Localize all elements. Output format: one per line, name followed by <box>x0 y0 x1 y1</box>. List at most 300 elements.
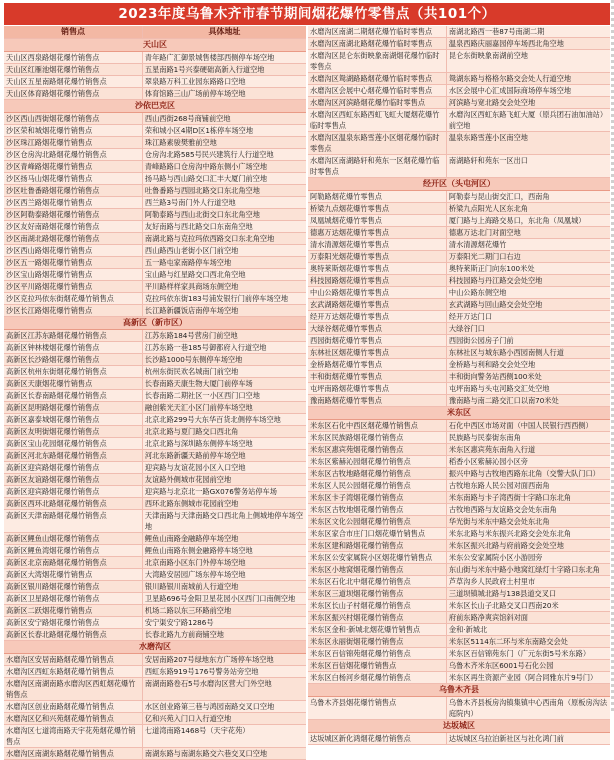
district-section-title: 乌鲁木齐县 <box>308 684 610 697</box>
table-row <box>4 593 306 605</box>
sales-point-name: 沙区西兰路烟花爆竹销售点 <box>4 197 143 208</box>
table-row <box>308 612 610 624</box>
sales-point-address: 长江路新疆饭店南停车场空地 <box>144 306 239 315</box>
table-row <box>308 26 610 38</box>
sales-point-name: 玄武湖路烟花爆竹零售点 <box>308 299 447 310</box>
table-row <box>308 239 610 251</box>
sales-point-address: 鲤鱼山南路东侧金融路停车场空地 <box>144 546 253 555</box>
sales-point-address: 南湖路轩和苑东一区出口 <box>448 156 528 165</box>
sales-point-name: 水磨沟区温泉东路雪莲小区烟花爆竹临时零售点 <box>308 132 447 154</box>
table-row <box>308 275 610 287</box>
sales-point-name: 高新区宝山花园烟花爆竹销售点 <box>4 438 143 449</box>
sales-point-address: 达坂城区乌拉泊新社区与社化鸿门前 <box>448 734 564 743</box>
sales-point-name: 经开万达烟花爆竹零售点 <box>308 311 447 322</box>
district-section-title: 沙依巴克区 <box>4 100 306 113</box>
sales-point-address: 经开万达门口 <box>448 312 493 321</box>
table-row <box>308 468 610 480</box>
sales-point-name: 水磨沟区西虹东路烟花爆竹销售点 <box>4 666 143 677</box>
sales-point-name: 米东区古牧地烟花爆竹销售点 <box>308 504 447 515</box>
table-row <box>308 38 610 50</box>
table-row <box>308 540 610 552</box>
right-table <box>308 26 610 760</box>
sales-point-name: 天山区体育路烟花爆竹销售点 <box>4 88 143 99</box>
sales-point-name: 高新区昆明路烟花爆竹销售点 <box>4 402 143 413</box>
sales-point-address: 北京北路与深圳路东侧停车场空地 <box>144 439 253 448</box>
sales-point-address: 北京北路299号大东华百货北侧停车场空地 <box>144 415 281 424</box>
sales-point-address: 芦草沟乡人民政府土村里市 <box>448 577 536 586</box>
table-row <box>308 733 610 745</box>
table-row <box>4 378 306 390</box>
sales-point-address: 鸳湖东路与格格尔路交会处人行道空地 <box>448 74 572 83</box>
sales-point-address: 河北东路新疆天路前停车场空地 <box>144 451 246 460</box>
sales-point-address: 天津南路与天津南路交口西北角上侧城地停车场空地 <box>144 511 304 531</box>
district-section-title: 水磨沟区 <box>4 641 306 654</box>
sales-point-address: 五星南路1号兴泰硬础高新入行道空地 <box>144 65 265 74</box>
sales-point-address: 大绿谷门口 <box>448 324 485 333</box>
sales-point-address: 乌鲁木齐县板房沟镇集镇中心西南角（原板房沟法庭院内） <box>448 698 608 718</box>
sales-point-address: 米东区长山子北路交叉口西南20米 <box>448 601 559 610</box>
table-row <box>4 64 306 76</box>
sales-point-address: 古牧地西路与友谊路交会处东南角 <box>448 505 557 514</box>
sales-point-name: 水磨沟区南湖东路烟花爆竹销售点 <box>4 748 143 759</box>
sales-point-address: 米东南路与卡子湾西街十字路口东北角 <box>448 493 572 502</box>
table-row <box>308 109 610 132</box>
table-row <box>308 636 610 648</box>
sales-point-address: 银川路银川南城前人行道空地 <box>144 582 239 591</box>
sales-point-name: 高新区北京南路烟花爆竹销售点 <box>4 557 143 568</box>
table-row <box>4 678 306 701</box>
sales-point-name: 大绿谷烟花爆竹零售点 <box>308 323 447 334</box>
sales-point-name: 沙区西山西街烟花爆竹销售点 <box>4 113 143 124</box>
table-row <box>308 85 610 97</box>
sales-point-name: 高新区二跃烟花爆竹销售点 <box>4 605 143 616</box>
sales-point-name: 水磨沟区昆仑东街映象南湖烟花爆竹临时零售点 <box>308 50 447 72</box>
sales-point-address: 清水清源烟花爆竹 <box>448 240 507 249</box>
sales-point-address: 安居南路207号绿地东方广场停车场空地 <box>144 655 274 664</box>
sales-point-address: 卫星路696号金阳卫星花园小区西门口南侧空地 <box>144 594 296 603</box>
sales-point-address: 北京南路小区东门外停车场空地 <box>144 558 246 567</box>
table-row <box>4 269 306 281</box>
header-address: 具体地址 <box>208 27 241 36</box>
table-row <box>308 311 610 323</box>
sales-point-address: 米东北路与米东振兴北路交会处东北角 <box>448 529 572 538</box>
sales-point-address: 金和·新城北 <box>448 625 488 634</box>
table-row <box>308 73 610 85</box>
sales-point-address: 融创紫光天汇小区门前停车场空地 <box>144 403 253 412</box>
sales-point-address: 长春南路天康生物大厦门前停车场 <box>144 379 253 388</box>
table-row <box>4 545 306 557</box>
table-row <box>308 697 610 720</box>
sales-point-name: 沙区长江路烟花爆竹销售点 <box>4 305 143 316</box>
district-section-title: 天山区 <box>4 39 306 52</box>
sales-point-address: 翠泉路万科工业园东路路口空地 <box>144 77 246 86</box>
district-section-title: 经开区（头屯河区） <box>308 178 610 191</box>
table-row <box>308 648 610 660</box>
table-row <box>4 654 306 666</box>
sales-point-name: 米东区卡子湾烟花爆竹销售点 <box>308 492 447 503</box>
sales-point-name: 米东区人民公园烟花爆竹销售点 <box>308 480 447 491</box>
sales-point-name: 水磨沟区七道湾南路天宇花苑烟花爆竹销售点 <box>4 725 143 747</box>
sales-point-name: 沙区青峰路烟花爆竹销售点 <box>4 161 143 172</box>
sales-point-name: 高新区迎宾路烟花爆竹销售点 <box>4 486 143 497</box>
sales-point-address: 西环北路东侧城市花园前空地 <box>144 499 239 508</box>
table-row <box>4 725 306 748</box>
sales-point-address: 河滨路与宽北路交会处空地 <box>448 98 536 107</box>
sales-point-name: 沙区平川路烟花爆竹销售点 <box>4 281 143 292</box>
sales-point-address: 荣和城小区4期D区1栋停车场空地 <box>144 126 254 135</box>
table-row <box>308 132 610 155</box>
sales-point-address: 西山路西山老街小区门前空地 <box>144 246 239 255</box>
table-row <box>4 342 306 354</box>
sales-point-address: 宝山路与红星路交口西北角空地 <box>144 270 246 279</box>
table-row <box>4 510 306 533</box>
sales-point-address: 石化中西区市场对面（中国人民银行西西侧） <box>448 421 593 430</box>
table-row <box>308 191 610 203</box>
table-row <box>308 492 610 504</box>
sales-point-address: 长春南路二期社区一小区西门口空地 <box>144 391 260 400</box>
table-row <box>308 528 610 540</box>
sales-point-name: 米东区百信锦苑烟花爆竹销售点 <box>308 648 447 659</box>
sales-point-name: 科技园路烟花爆竹零售点 <box>308 275 447 286</box>
table-row <box>4 450 306 462</box>
sales-point-address: 西虹东路919号176号警务站旁空地 <box>144 667 259 676</box>
table-row <box>308 456 610 468</box>
sales-point-address: 扬马路与西山路交口汇丰大厦门前空地 <box>144 174 268 183</box>
table-row <box>4 557 306 569</box>
table-row <box>308 251 610 263</box>
table-row <box>308 588 610 600</box>
sales-point-address: 长沙路1000号东侧停车场空地 <box>144 355 243 364</box>
sales-point-address: 桥梁九点阳光人区东北角 <box>448 204 528 213</box>
sales-point-address: 安宁渠安宁路1286号 <box>144 618 214 627</box>
sales-point-name: 高新区钟林楼烟花爆竹销售点 <box>4 342 143 353</box>
sales-point-address: 五一路屯家南路停车场空地 <box>144 258 232 267</box>
sales-point-name: 米东区石化北中烟花爆竹销售点 <box>308 576 447 587</box>
sales-point-address: 阿勒泰与昆山街交汇口，西南角 <box>448 192 550 201</box>
sales-point-name: 高新区西环北路烟花爆竹销售点 <box>4 498 143 509</box>
sales-point-address: 丰和街向警务站西侧100米处 <box>448 372 542 381</box>
table-row <box>308 504 610 516</box>
table-row <box>4 462 306 474</box>
sales-point-name: 米东区白杨河乡烟花爆竹销售点 <box>308 672 447 683</box>
sales-point-address: 科技园路与丹江路交会处空地 <box>448 276 543 285</box>
table-row <box>4 125 306 137</box>
table-row <box>4 474 306 486</box>
sales-point-address: 古牧地东路人民公园对面西南角 <box>448 481 550 490</box>
sales-point-name: 米东区家合市庄门口烟花爆竹销售点 <box>308 528 447 539</box>
table-row <box>4 617 306 629</box>
sales-point-name: 高新区友明街烟花爆竹销售点 <box>4 426 143 437</box>
sales-point-address: 江苏东路184号营房门前空地 <box>144 331 238 340</box>
table-row <box>4 197 306 209</box>
table-row <box>4 581 306 593</box>
sales-point-address: 振兴中路与古牧地西路东北角（交警大队门口） <box>448 469 600 478</box>
table-row <box>4 173 306 185</box>
sales-point-name: 天山区五星南路烟花爆竹销售点 <box>4 76 143 87</box>
table-row <box>4 76 306 88</box>
sales-point-name: 阿勒路烟花爆竹零售点 <box>308 191 447 202</box>
table-header-row <box>4 26 306 39</box>
sales-point-address: 德惠万达北门对面空地 <box>448 228 521 237</box>
sales-point-address: 南湖南路卷石5号水磨沟区营大门外空地 <box>144 679 272 688</box>
sales-point-address: 稻香小区紫赫沁园小区旁 <box>448 457 528 466</box>
sales-point-name: 高新区杭州东街烟花爆竹销售点 <box>4 366 143 377</box>
table-row <box>4 498 306 510</box>
table-row <box>4 713 306 725</box>
sales-point-name: 高新区大湾烟花爆竹销售点 <box>4 569 143 580</box>
sales-point-name: 米东区紫赫沁园烟花爆竹销售点 <box>308 456 447 467</box>
sales-point-address: 友好南路与西北路交口东南角空地 <box>144 222 253 231</box>
table-row <box>308 371 610 383</box>
sales-point-address: 府前东路净爽宾馆斜对面 <box>448 613 528 622</box>
sales-point-name: 德惠万达烟花爆竹零售点 <box>308 227 447 238</box>
sales-point-address: 机场二路以东三环路前空地 <box>144 606 232 615</box>
sales-point-name: 水磨沟区鸳湖路路烟花爆竹临时零售点 <box>308 73 447 84</box>
sales-point-address: 体育馆路三山广场前停车场空地 <box>144 89 246 98</box>
sales-point-name: 清水清源烟花爆竹零售点 <box>308 239 447 250</box>
table-row <box>4 233 306 245</box>
table-row <box>308 347 610 359</box>
sales-point-address: 昆仑东街映象南湖前空地 <box>448 51 528 60</box>
table-row <box>308 383 610 395</box>
sales-point-name: 高新区长春南路烟花爆竹销售点 <box>4 390 143 401</box>
table-row <box>308 624 610 636</box>
sales-point-name: 达坂城区新化鸿烟花爆竹销售点 <box>308 733 447 744</box>
sales-point-address: 水区创业路第三巷与鸿园南路交叉口空地 <box>144 702 275 711</box>
sales-point-name: 米东区石化中西区烟花爆竹销售点 <box>308 420 447 431</box>
sales-point-address: 珠江路素骏樊雅前空地 <box>144 138 217 147</box>
sales-point-name: 沙区宝山路烟花爆竹销售点 <box>4 269 143 280</box>
table-row <box>308 552 610 564</box>
sales-point-name: 沙区珠江路烟花爆竹销售点 <box>4 137 143 148</box>
table-row <box>4 257 306 269</box>
sales-point-name: 中山公路烟花爆竹零售点 <box>308 287 447 298</box>
sales-point-name: 天山区西泉路烟花爆竹销售点 <box>4 52 143 63</box>
sales-point-name: 沙区克拉玛依东街烟花爆竹销售点 <box>4 293 143 304</box>
sales-point-name: 水磨沟区会展中心烟花爆竹临时零售点 <box>308 85 447 96</box>
sales-point-name: 万泰阳光烟花爆竹零售点 <box>308 251 447 262</box>
sales-point-name: 米东区公安家属院小区烟花爆竹销售点 <box>308 552 447 563</box>
sales-point-address: 西山西街268号商铺前空地 <box>144 114 231 123</box>
sales-point-name: 水磨沟区南湖北路烟花爆竹临时零售点 <box>308 38 447 49</box>
sales-point-name: 米东区百信烟花爆竹销售点 <box>308 660 447 671</box>
sales-point-address: 东林社区与城东路小西园南侧人行道 <box>448 348 564 357</box>
table-row <box>308 444 610 456</box>
sales-point-address: 屯坪南路与头屯河路交汇处空地 <box>448 384 550 393</box>
table-row <box>308 323 610 335</box>
sales-point-address: 南湖北路与克拉玛依西路交口东北角空地 <box>144 234 275 243</box>
table-row <box>308 420 610 432</box>
sales-point-name: 屯坪南路烟花爆竹零售点 <box>308 383 447 394</box>
sales-point-address: 乌鲁木齐米东区6001号石化公园 <box>448 661 554 670</box>
sales-point-address: 米东公安家属院小区小游园旁 <box>448 553 543 562</box>
table-row <box>308 672 610 684</box>
sales-point-name: 高新区河北东路烟花爆竹销售点 <box>4 450 143 461</box>
table-row <box>4 390 306 402</box>
sales-point-name: 西园街烟花爆竹零售点 <box>308 335 447 346</box>
sales-point-name: 高新区天津南路烟花爆竹销售点 <box>4 510 143 532</box>
table-columns <box>4 26 610 760</box>
sales-point-address: 东山街与米东中路小地窝红绿灯十字路口东北角 <box>448 565 600 574</box>
sales-point-address: 米东区再生资源产业园（阿合同雅东片9号门） <box>448 673 598 682</box>
sales-point-name: 沙区五一路烟花爆竹销售点 <box>4 257 143 268</box>
table-row <box>4 281 306 293</box>
sales-point-name: 高新区嘉泰城烟花爆竹销售点 <box>4 414 143 425</box>
table-row <box>4 293 306 305</box>
page-title: 2023年度乌鲁木齐市春节期间烟花爆竹零售点（共101个） <box>4 3 610 25</box>
table-row <box>308 359 610 371</box>
sales-point-name: 沙区仓房沟北路烟花爆竹销售点 <box>4 149 143 160</box>
table-row <box>4 330 306 342</box>
sales-point-name: 沙区友好南路烟花爆竹销售点 <box>4 221 143 232</box>
sales-point-address: 大湾路安居园广场东停车场空地 <box>144 570 246 579</box>
sales-point-name: 水磨沟区创业南路烟花爆竹销售点 <box>4 701 143 712</box>
header-point: 销售点 <box>4 26 143 38</box>
sales-point-address: 奥特莱斯正门向东100米处 <box>448 264 535 273</box>
sales-point-name: 高新区江苏东路烟花爆竹销售点 <box>4 330 143 341</box>
sales-point-name: 水磨沟区南湖二期烟花爆竹临时零售点 <box>308 26 447 37</box>
left-table <box>4 26 306 760</box>
sales-point-name: 米东区文化公园烟花爆竹销售点 <box>308 516 447 527</box>
sales-point-name: 高新区鲤鱼山烟花爆竹销售点 <box>4 533 143 544</box>
sales-point-name: 高新区天康烟花爆竹销售点 <box>4 378 143 389</box>
sales-point-address: 厦门路与上海路交易口，东北角（凤凰城） <box>448 216 586 225</box>
table-row <box>4 569 306 581</box>
sales-point-address: 华光街与米东中路交会处东北角 <box>448 517 550 526</box>
sales-point-name: 水磨沟区西虹东路西虹飞虹大厦烟花爆竹临时零售点 <box>308 109 447 131</box>
sales-point-address: 青年路广汇御景城售楼部西侧停车场空地 <box>144 53 275 62</box>
sales-point-address: 温泉东路雪莲小区南空地 <box>448 133 528 142</box>
sales-point-name: 金桥路烟花爆竹零售点 <box>308 359 447 370</box>
table-row <box>4 414 306 426</box>
table-row <box>308 299 610 311</box>
sales-point-name: 高新区友谊路烟花爆竹销售点 <box>4 474 143 485</box>
table-row <box>4 52 306 64</box>
sales-point-address: 三道坝镇城北路与138县道交叉口 <box>448 589 557 598</box>
sales-point-address: 金桥路与利和路交会处空地 <box>448 360 536 369</box>
table-row <box>4 185 306 197</box>
table-row <box>4 221 306 233</box>
table-row <box>4 701 306 713</box>
sales-point-address: 北京北路与夏门路交口西北角 <box>144 427 239 436</box>
table-row <box>4 88 306 100</box>
sales-point-name: 米东区小地窝烟花爆竹销售点 <box>308 564 447 575</box>
sales-point-address: 豫南路与南二路交汇口以南70米处 <box>448 396 559 405</box>
table-row <box>4 426 306 438</box>
sales-point-name: 米东区民族路烟花爆竹销售点 <box>308 432 447 443</box>
sales-point-address: 南湖东路与南湖东路交六巷交叉口空地 <box>144 749 268 758</box>
sales-point-name: 水磨沟区南湖路轩和苑东一区烟花爆竹临时零售点 <box>308 155 447 177</box>
table-row <box>4 209 306 221</box>
table-row <box>308 227 610 239</box>
sales-point-name: 高新区银川路烟花爆竹销售点 <box>4 581 143 592</box>
sales-point-address: 民族路与民泰街东南角 <box>448 433 521 442</box>
sales-point-address: 迎宾路与友谊花园小区入口空地 <box>144 463 246 472</box>
sales-point-name: 奥特莱斯烟花爆竹零售点 <box>308 263 447 274</box>
sales-point-address: 七道湾南路1468号（天宇花苑） <box>144 726 250 735</box>
table-row <box>4 305 306 317</box>
table-row <box>308 97 610 109</box>
sales-point-address: 西园街公园房子门前 <box>448 336 514 345</box>
sales-point-name: 水磨沟区亿和兴苑烟花爆竹销售点 <box>4 713 143 724</box>
district-section-title: 高新区（新市区） <box>4 317 306 330</box>
sales-point-name: 丰和街烟花爆竹零售点 <box>308 371 447 382</box>
table-row <box>308 516 610 528</box>
sales-point-address: 江苏东路一巷185号御都府入行道空地 <box>144 343 267 352</box>
sales-point-name: 水磨沟区南湖南路水磨沟区西虹烟花爆竹销售点 <box>4 678 143 700</box>
table-row <box>4 354 306 366</box>
sales-point-name: 高新区卫星路烟花爆竹销售点 <box>4 593 143 604</box>
sales-point-name: 高新区迎宾路烟花爆竹销售点 <box>4 462 143 473</box>
table-row <box>308 395 610 407</box>
sales-point-address: 玄武湖路与回山路交会处空地 <box>448 300 543 309</box>
sales-point-address: 水磨沟区西虹东路飞虹大厦（原兵团石油加油站）前空地 <box>448 110 608 130</box>
table-row <box>4 245 306 257</box>
sales-point-name: 高新区长春北路烟花爆竹销售点 <box>4 629 143 640</box>
sales-point-address: 米东区惠宾苑东南角入行道 <box>448 445 536 454</box>
sales-point-name: 水磨沟区安居南路烟花爆竹销售点 <box>4 654 143 665</box>
district-section-title: 达坂城区 <box>308 720 610 733</box>
table-row <box>4 137 306 149</box>
sales-point-name: 米东区长山子村烟花爆竹销售点 <box>308 600 447 611</box>
sales-point-address: 亿和兴苑入门口入行道空地 <box>144 714 232 723</box>
sales-point-address: 阿勒泰路与西山北街交口东北角空地 <box>144 210 260 219</box>
sales-point-name: 乌鲁木齐县烟花爆竹销售点 <box>308 697 447 719</box>
sales-point-address: 吐鲁番路与西园北路交口东北角空地 <box>144 186 260 195</box>
table-row <box>308 576 610 588</box>
table-row <box>4 666 306 678</box>
sales-point-address: 米东区5114东二环与米东南路交会处 <box>448 637 568 646</box>
sales-point-name: 米东区建和路烟花爆竹销售点 <box>308 540 447 551</box>
sales-point-address: 鲤鱼山南路金融路停车场空地 <box>144 534 239 543</box>
table-row <box>308 432 610 444</box>
sales-point-name: 凤凰城烟花爆竹零售点 <box>308 215 447 226</box>
district-section-title: 米东区 <box>308 407 610 420</box>
sales-point-name: 沙区南湖北路烟花爆竹销售点 <box>4 233 143 244</box>
table-row <box>308 263 610 275</box>
sales-point-address: 中山公路东侧空地 <box>448 288 507 297</box>
table-row <box>4 161 306 173</box>
sales-point-address: 米东区振兴北路与府前路交会处空地 <box>448 541 564 550</box>
table-row <box>4 113 306 125</box>
table-row <box>4 533 306 545</box>
table-row <box>4 748 306 760</box>
table-row <box>308 335 610 347</box>
sales-point-name: 东林社区烟花爆竹零售点 <box>308 347 447 358</box>
sales-point-address: 米东区百信锦苑东门（广元东街5号米东路） <box>448 649 591 658</box>
sales-point-name: 高新区鲤鱼湾烟花爆竹销售点 <box>4 545 143 556</box>
table-row <box>308 155 610 178</box>
sales-point-name: 沙区扬马山烟花爆竹销售点 <box>4 173 143 184</box>
sales-point-address: 青峰路路口仓房沟中路东侧小广场空地 <box>144 162 268 171</box>
sales-point-name: 沙区阿勒泰路烟花爆竹销售点 <box>4 209 143 220</box>
sales-point-address: 水区会展中心汇成国际商场停车场空地 <box>448 86 572 95</box>
table-row <box>4 605 306 617</box>
sales-point-name: 米东区古牧地路烟花爆竹销售点 <box>308 468 447 479</box>
sales-point-address: 西兰路3号南门外人行道空地 <box>144 198 236 207</box>
sales-point-name: 米东区振兴村烟花爆竹销售点 <box>308 612 447 623</box>
sales-point-address: 万泰阳光二期门口右边 <box>448 252 521 261</box>
table-row <box>308 215 610 227</box>
sales-point-name: 高新区长沙路烟花爆竹销售点 <box>4 354 143 365</box>
table-row <box>308 287 610 299</box>
sales-point-name: 沙区荣和城烟花爆竹销售点 <box>4 125 143 136</box>
sales-point-name: 桥梁九点烟花爆竹零售点 <box>308 203 447 214</box>
sales-point-address: 迎宾路与北京北一路GX076警务站停车场 <box>144 487 277 496</box>
sales-point-address: 温泉西路庆丽嘉园停车场西北角空地 <box>448 39 564 48</box>
table-row <box>4 149 306 161</box>
table-row <box>4 366 306 378</box>
